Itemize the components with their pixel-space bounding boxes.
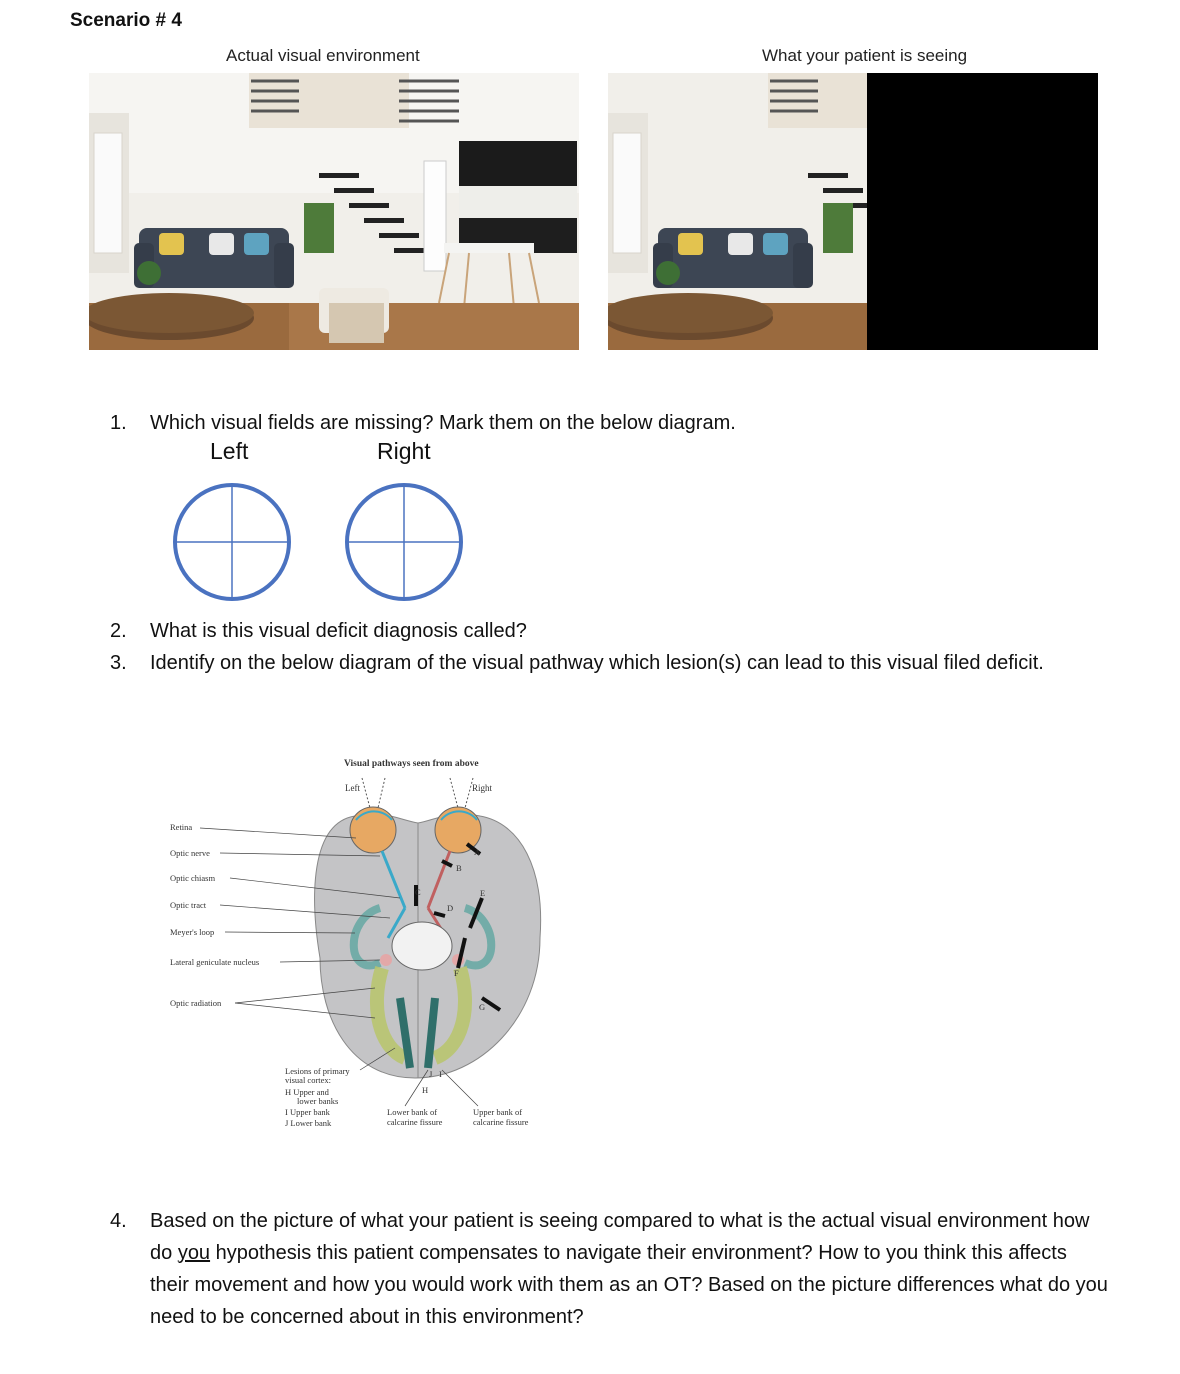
blacked-out-visual-field	[867, 73, 1098, 350]
upper-bank-caption: Upper bank of	[473, 1107, 523, 1117]
left-visual-field-circle[interactable]	[175, 485, 289, 599]
lesion-letter: C	[415, 887, 421, 897]
lesion-letter: D	[447, 903, 454, 913]
visual-field-diagram	[170, 482, 470, 607]
question-text-emphasis: you	[177, 1242, 211, 1264]
pathway-left-label: Left	[345, 783, 360, 793]
question-2	[110, 615, 527, 647]
lesion-letter: F	[454, 968, 459, 978]
question-text: What is this visual deficit diagnosis called?	[150, 620, 527, 642]
scenario-title: Scenario # 4	[70, 10, 182, 31]
question-text-part: Based on the picture of what your patient is seeing compared to what is the actual visual environment how do	[150, 1210, 1090, 1264]
lesion-letter: E	[480, 888, 486, 898]
patient-view-image	[608, 73, 1098, 350]
question-1	[110, 407, 736, 439]
upper-bank-caption: calcarine fissure	[473, 1117, 529, 1127]
label-optic-chiasm: Optic chiasm	[170, 873, 216, 883]
cortex-caption: lower banks	[297, 1096, 339, 1106]
lesion-letter: J	[429, 1069, 433, 1079]
label-optic-radiation: Optic radiation	[170, 998, 222, 1008]
cortex-caption: H Upper and	[285, 1087, 329, 1097]
label-optic-nerve: Optic nerve	[170, 848, 210, 858]
label-meyers-loop: Meyer's loop	[170, 927, 215, 937]
actual-environment-image	[89, 73, 579, 350]
left-eye-label: Left	[210, 438, 249, 464]
pathway-title: Visual pathways seen from above	[344, 759, 479, 769]
question-text	[150, 1205, 1110, 1333]
question-number: 4.	[110, 1210, 127, 1232]
question-text: Identify on the below diagram of the visual pathway which lesion(s) can lead to this visual filed deficit.	[150, 652, 1044, 674]
lesion-letter: I	[439, 1069, 442, 1079]
label-retina: Retina	[170, 822, 193, 832]
label-lgn: Lateral geniculate nucleus	[170, 957, 260, 967]
right-visual-field-circle[interactable]	[347, 485, 461, 599]
actual-environment-caption: Actual visual environment	[226, 46, 420, 65]
lower-bank-caption: calcarine fissure	[387, 1117, 443, 1127]
lesion-letter: H	[422, 1085, 429, 1095]
lower-bank-caption: Lower bank of	[387, 1107, 438, 1117]
question-number: 3.	[110, 652, 127, 674]
patient-view-caption: What your patient is seeing	[762, 46, 968, 65]
question-text-part: hypothesis this patient compensates to navigate their environment? How to you think this affects their movement and how you would work with them as an OT? Based on the picture differences what do you need to be concerned about in this environment?	[150, 1242, 1108, 1328]
right-eye-label: Right	[377, 438, 431, 464]
lesion-letter: B	[456, 863, 462, 873]
label-optic-tract: Optic tract	[170, 900, 207, 910]
visual-pathway-diagram	[160, 748, 580, 1140]
cortex-caption: visual cortex:	[285, 1075, 332, 1085]
question-3	[110, 647, 1110, 679]
cortex-caption: I Upper bank	[285, 1107, 330, 1117]
question-number: 2.	[110, 620, 127, 642]
lesion-letter: G	[479, 1002, 486, 1012]
lesion-letter: A	[474, 847, 481, 857]
question-4	[110, 1205, 1120, 1333]
cortex-caption: Lesions of primary	[285, 1066, 350, 1076]
cortex-caption: J Lower bank	[285, 1118, 332, 1128]
pathway-right-label: Right	[472, 783, 493, 793]
question-text: Which visual fields are missing? Mark them on the below diagram.	[150, 412, 736, 434]
question-number: 1.	[110, 412, 127, 434]
